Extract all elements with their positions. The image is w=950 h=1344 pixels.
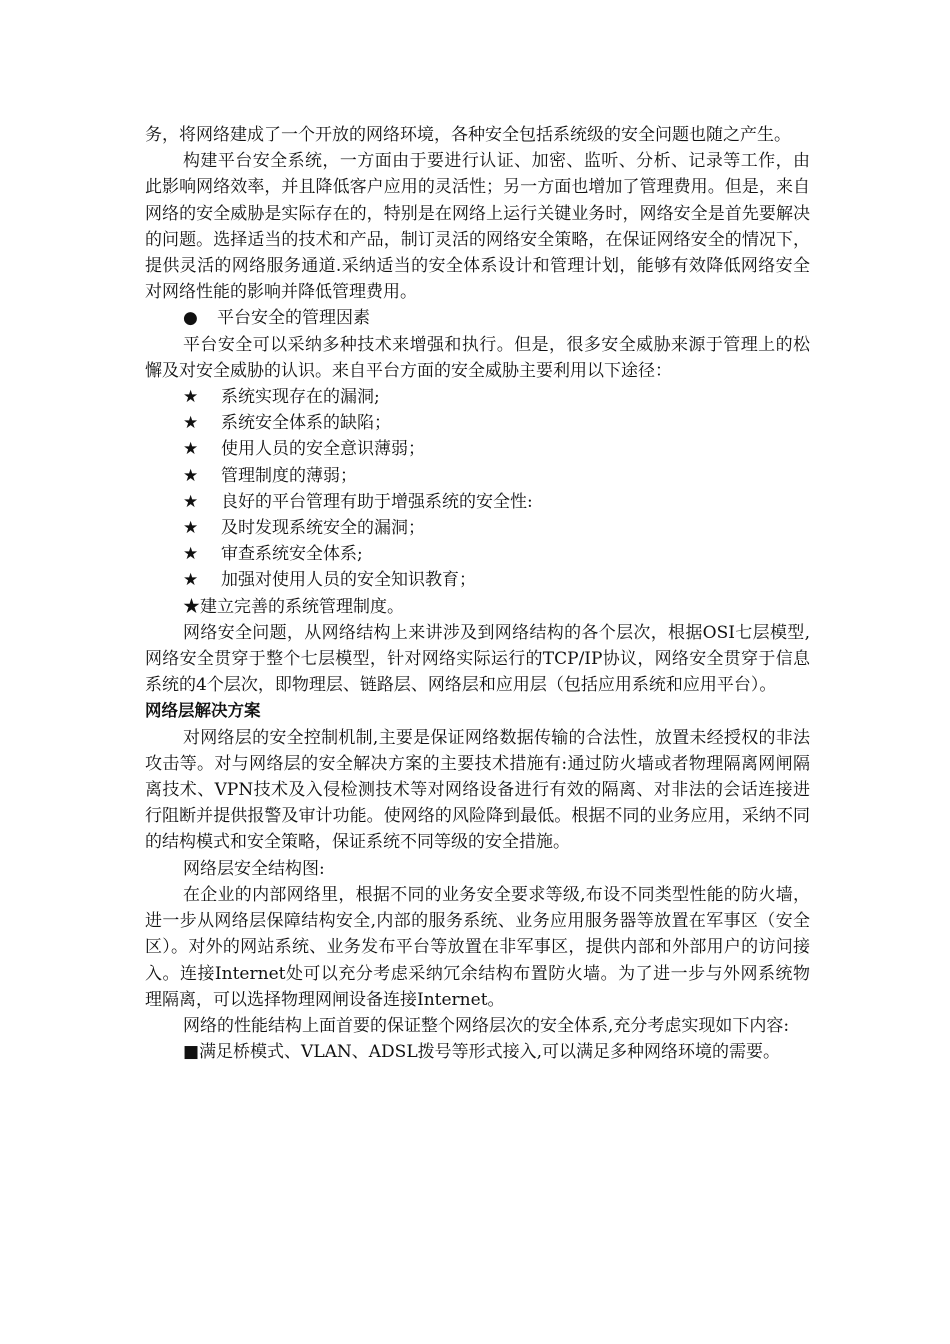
star-list-item: [145, 489, 810, 515]
star-list-item-text: 系统安全体系的缺陷；: [221, 413, 391, 434]
paragraph-internal-network: 在企业的内部网络里，根据不同的业务安全要求等级,布设不同类型性能的防火墙，进一步从网络层保障结构安全,内部的服务系统、业务应用服务器等放置在军事区（安全区）。对外的网站系统、业务发布平台等放置在非军事区，提供内部和外部用户的访问接入。连接Internet处可以充分考虑采纳冗余结构布置防火墙。为了进一步与外网系统物理隔离，可以选择物理网闸设备连接Internet。: [145, 884, 810, 1010]
star-icon: ★: [183, 387, 199, 408]
paragraph-management-factors: 平台安全可以采纳多种技术来增强和执行。但是，很多安全威胁来源于管理上的松懈及对安全威胁的认识。来自平台方面的安全威胁主要利用以下途径：: [145, 334, 810, 381]
paragraph-platform-security-system: 构建平台安全系统，一方面由于要进行认证、加密、监听、分析、记录等工作，由此影响网络效率，并且降低客户应用的灵活性；另一方面也增加了管理费用。但是，来自网络的安全威胁是实际存在的，特别是在网络上运行关键业务时，网络安全是首先要解决的问题。选择适当的技术和产品，制订灵活的网络安全策略，在保证网络安全的情况下，提供灵活的网络服务通道.采纳适当的安全体系设计和管理计划，能够有效降低网络安全对网络性能的影响并降低管理费用。: [145, 151, 810, 303]
document-page: [145, 122, 810, 1065]
paragraph-intro-continuation: 务，将网络建成了一个开放的网络环境，各种安全包括系统级的安全问题也随之产生。: [145, 125, 791, 145]
section-heading: 网络层解决方案: [145, 701, 261, 721]
star-list-item-text: 审查系统安全体系;: [221, 544, 363, 565]
star-icon: ★: [183, 518, 199, 539]
star-list-item: [145, 384, 810, 410]
star-icon: ★: [183, 465, 199, 486]
star-list-item: [145, 515, 810, 541]
bullet-dot-icon: ●: [183, 308, 198, 329]
paragraph-network-layers: 网络安全问题，从网络结构上来讲涉及到网络结构的各个层次，根据OSI七层模型,网络安全贯穿于整个七层模型，针对网络实际运行的TCP/IP协议，网络安全贯穿于信息系统的4个层次，即物理层、链路层、网络层和应用层（包括应用系统和应用平台）。: [145, 622, 810, 696]
star-list-item-text: 良好的平台管理有助于增强系统的安全性:: [221, 491, 533, 512]
star-icon: ★: [183, 413, 199, 434]
paragraph-access-modes: ■满足桥模式、VLAN、ADSL拨号等形式接入,可以满足多种网络环境的需要。: [183, 1042, 781, 1063]
star-list-item: [145, 541, 810, 567]
star-list-item-text: 加强对使用人员的安全知识教育；: [221, 570, 476, 591]
star-list-item-text: 系统实现存在的漏洞;: [221, 387, 380, 408]
star-list-item: [145, 410, 810, 436]
star-list-item-last: ★建立完善的系统管理制度。: [183, 596, 404, 617]
bullet-item: [145, 305, 810, 331]
paragraph-performance-structure: 网络的性能结构上面首要的保证整个网络层次的安全体系,充分考虑实现如下内容:: [183, 1015, 790, 1036]
star-icon: ★: [183, 570, 199, 591]
star-list-item: [145, 436, 810, 462]
paragraph-structure-diagram-label: 网络层安全结构图:: [183, 858, 325, 879]
star-icon: ★: [183, 439, 199, 460]
star-list-item: [145, 463, 810, 489]
star-list-item: [145, 567, 810, 593]
star-icon: ★: [183, 544, 199, 565]
star-list-item-text: 管理制度的薄弱；: [221, 465, 357, 486]
star-list-item-text: 使用人员的安全意识薄弱；: [221, 439, 425, 460]
bullet-item-text: 平台安全的管理因素: [217, 308, 370, 329]
paragraph-network-layer-control: 对网络层的安全控制机制,主要是保证网络数据传输的合法性，放置未经授权的非法攻击等。对与网络层的安全解决方案的主要技术措施有:通过防火墙或者物理隔离网闸隔离技术、VPN技术及入侵检测技术等对网络设备进行有效的隔离、对非法的会话连接进行阻断并提供报警及审计功能。使网络的风险降到最低。根据不同的业务应用，采纳不同的结构模式和安全策略，保证系统不同等级的安全措施。: [145, 727, 810, 853]
star-list-item-text: 及时发现系统安全的漏洞；: [221, 518, 425, 539]
star-icon: ★: [183, 491, 199, 512]
